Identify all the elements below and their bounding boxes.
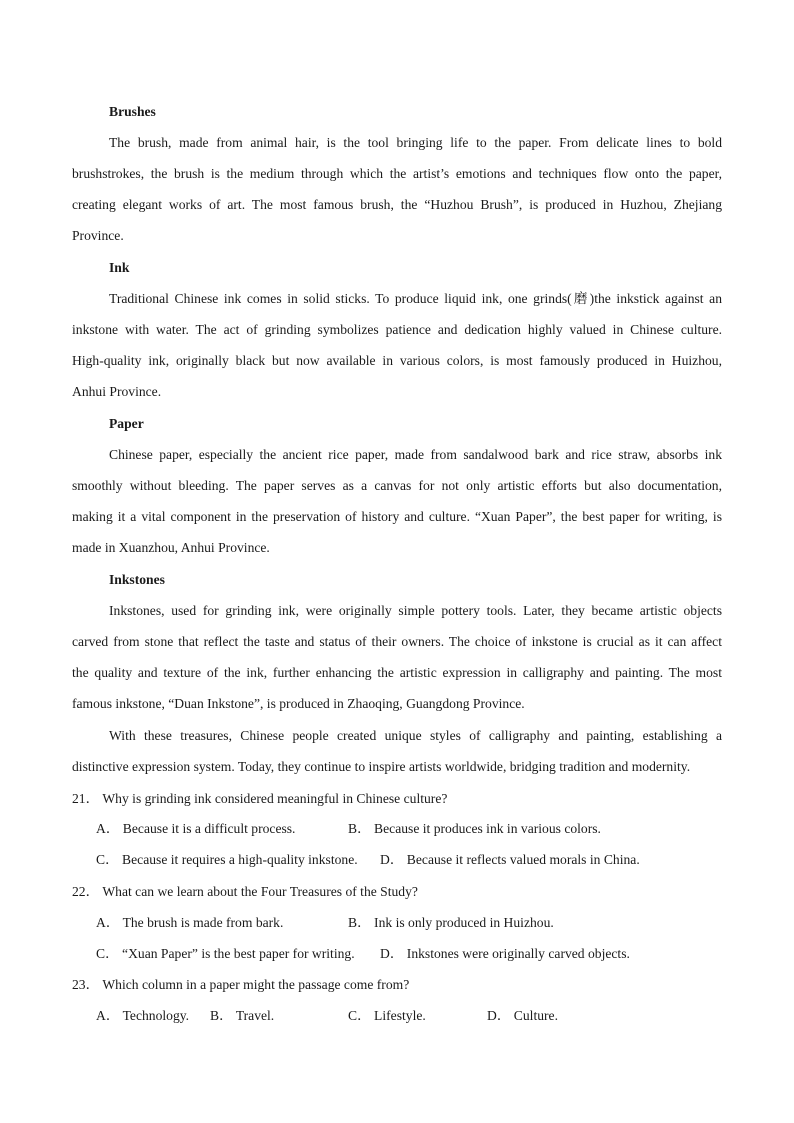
section-heading-paper: Paper — [109, 416, 144, 431]
paragraph-line: smoothly without bleeding. The paper serves as a canvas for not only artistic efforts but also documentation, — [72, 478, 722, 493]
question-21-stem: 21． Why is grinding ink considered meaningful in Chinese culture? — [72, 791, 448, 806]
question-21-option-a: A． Because it is a difficult process. — [96, 821, 296, 836]
question-21-option-d: D． Because it reflects valued morals in China. — [380, 852, 640, 867]
question-22-option-c: C． “Xuan Paper” is the best paper for writing. — [96, 946, 355, 961]
closing-line: distinctive expression system. Today, they continue to inspire artists worldwide, bridging tradition and modernity. — [72, 759, 691, 774]
question-22-option-d: D． Inkstones were originally carved objects. — [380, 946, 630, 961]
paragraph-line: Anhui Province. — [72, 384, 162, 399]
paragraph-line: Chinese paper, especially the ancient rice paper, made from sandalwood bark and rice straw, absorbs ink — [109, 447, 722, 462]
closing-line: With these treasures, Chinese people created unique styles of calligraphy and painting, establishing a — [109, 728, 722, 743]
question-23-option-d: D． Culture. — [487, 1008, 558, 1023]
question-22-stem: 22． What can we learn about the Four Treasures of the Study? — [72, 884, 418, 899]
paragraph-line: making it a vital component in the preservation of history and culture. “Xuan Paper”, the best paper for writing, is — [72, 509, 722, 524]
paragraph-line: made in Xuanzhou, Anhui Province. — [72, 540, 270, 555]
question-23-option-a: A． Technology. — [96, 1008, 190, 1023]
section-heading-ink: Ink — [109, 260, 130, 275]
paragraph-line: High-quality ink, originally black but now available in various colors, is most famously produced in Huizhou, — [72, 353, 722, 368]
paragraph-line: The brush, made from animal hair, is the tool bringing life to the paper. From delicate lines to bold — [109, 135, 722, 150]
paragraph-line: inkstone with water. The act of grinding symbolizes patience and dedication highly valued in Chinese culture. — [72, 322, 722, 337]
section-heading-inkstones: Inkstones — [109, 572, 165, 587]
question-21-option-c: C． Because it requires a high-quality inkstone. — [96, 852, 358, 867]
question-23-stem: 23． Which column in a paper might the passage come from? — [72, 977, 410, 992]
question-23-option-c: C． Lifestyle. — [348, 1008, 426, 1023]
section-heading-brushes: Brushes — [109, 104, 156, 119]
paragraph-line: creating elegant works of art. The most famous brush, the “Huzhou Brush”, is produced in Huzhou, Zhejiang — [72, 197, 722, 212]
question-23-option-b: B． Travel. — [210, 1008, 275, 1023]
question-21-option-b: B． Because it produces ink in various colors. — [348, 821, 601, 836]
paragraph-line: carved from stone that reflect the taste and status of their owners. The choice of inkstone is crucial as it can affect — [72, 634, 722, 649]
paragraph-line: brushstrokes, the brush is the medium through which the artist’s emotions and techniques flow onto the paper, — [72, 166, 722, 181]
paragraph-line: Province. — [72, 228, 124, 243]
paragraph-line: Traditional Chinese ink comes in solid sticks. To produce liquid ink, one grinds(磨)the inkstick against an — [109, 291, 722, 306]
paragraph-line: famous inkstone, “Duan Inkstone”, is produced in Zhaoqing, Guangdong Province. — [72, 696, 525, 711]
paragraph-line: Inkstones, used for grinding ink, were originally simple pottery tools. Later, they became artistic objects — [109, 603, 722, 618]
paragraph-line: the quality and texture of the ink, further enhancing the artistic expression in calligraphy and painting. The most — [72, 665, 722, 680]
question-22-option-b: B． Ink is only produced in Huizhou. — [348, 915, 554, 930]
question-22-option-a: A． The brush is made from bark. — [96, 915, 284, 930]
